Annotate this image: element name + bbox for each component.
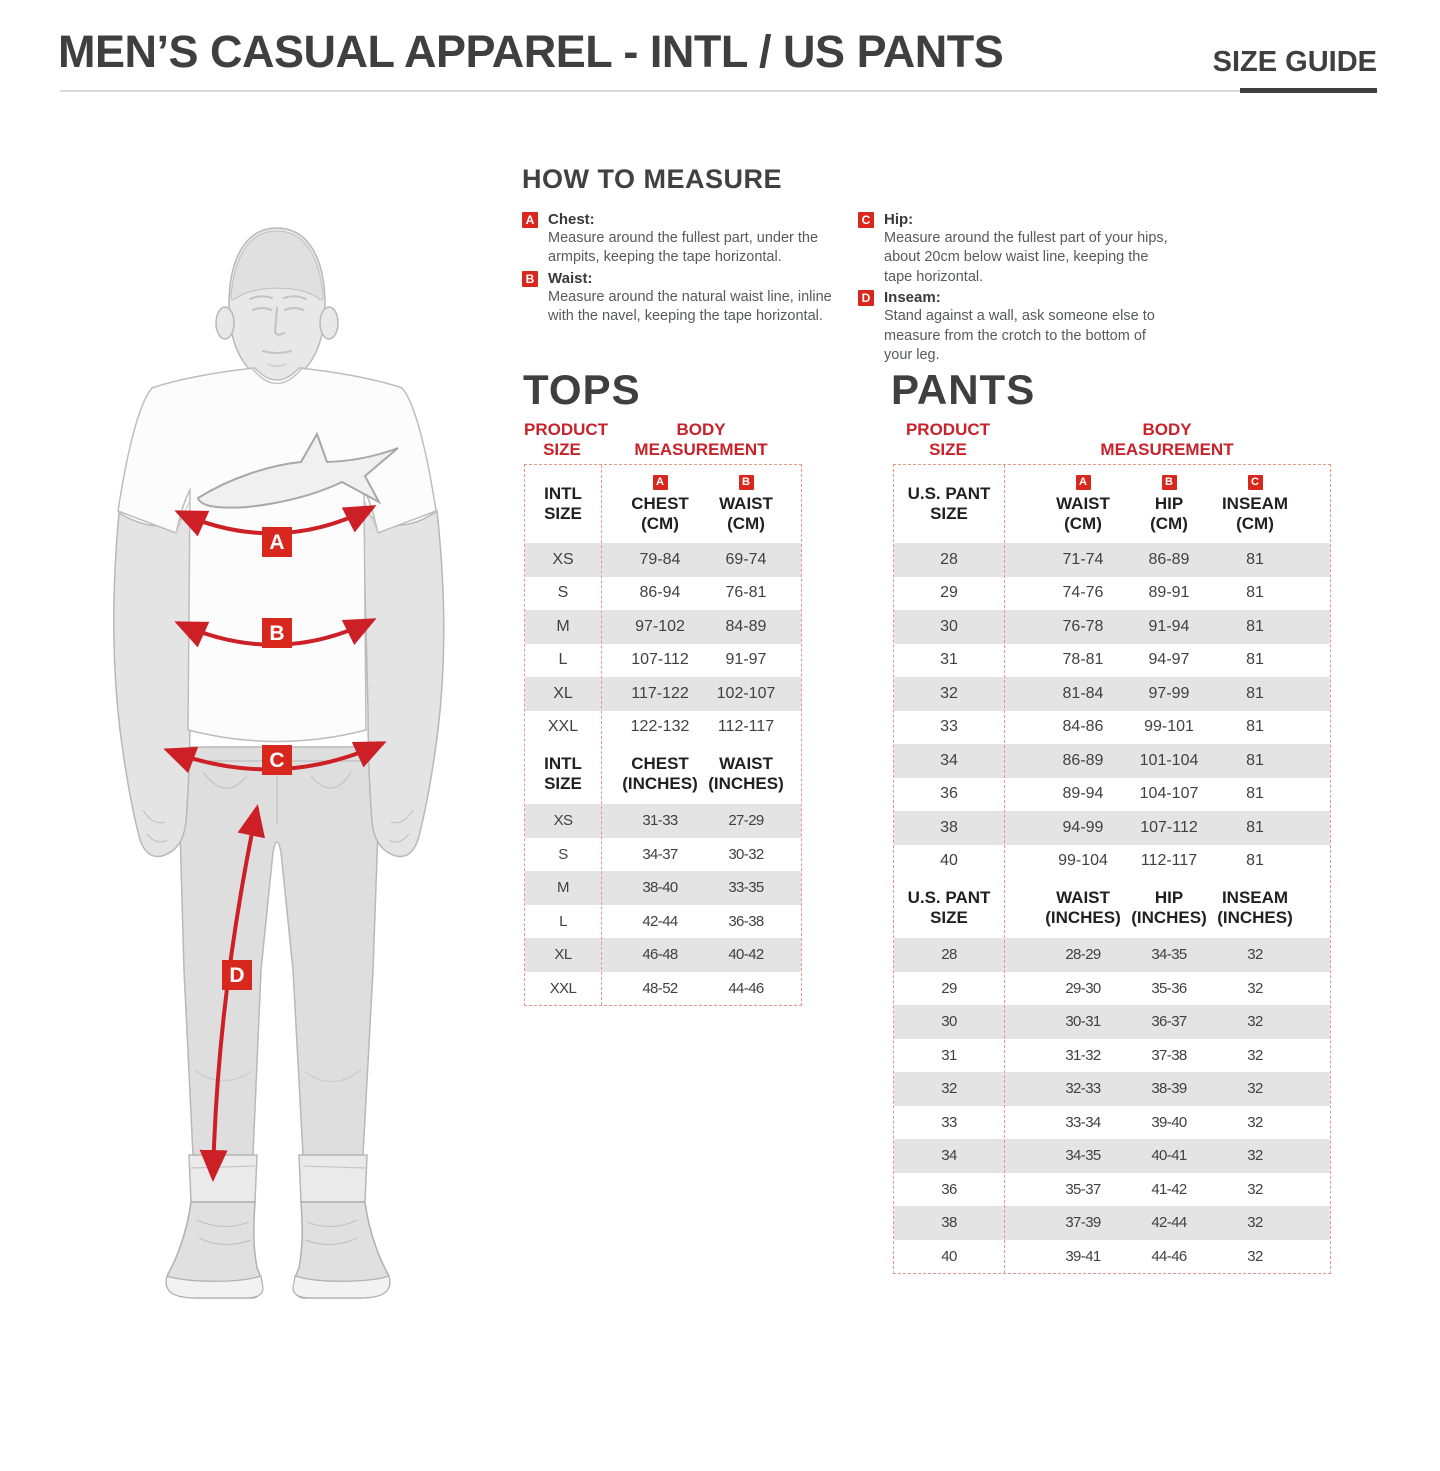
value-cell: 39-40 [1151, 1113, 1187, 1131]
measure-item-name: Chest: [548, 211, 595, 228]
value-cell: 81 [1246, 785, 1264, 803]
measurement-header-group [601, 754, 801, 793]
size-cell: 31 [940, 651, 958, 669]
waist-letter-badge: A [1076, 475, 1091, 490]
value-cell: 81 [1246, 550, 1264, 568]
value-cell: 34-37 [642, 845, 678, 863]
measurement-cells [601, 913, 801, 930]
size-cell: 36 [941, 1180, 957, 1198]
tops-table-pre-header [524, 420, 802, 464]
product-size-label: PRODUCT SIZE [905, 420, 991, 459]
table-header-row [894, 465, 1330, 543]
size-cell: XXL [547, 718, 579, 736]
value-cell: 32 [1247, 1180, 1263, 1198]
size-cell: M [557, 879, 569, 897]
column-header-name: CHEST [631, 493, 689, 513]
value-cell: 31-33 [642, 812, 678, 830]
hip-letter-badge: B [1162, 475, 1177, 490]
table-row [525, 905, 801, 939]
how-to-measure-col-right [858, 211, 1170, 368]
value-cell: 102-107 [716, 684, 776, 702]
size-cell: 38 [941, 1214, 957, 1232]
measurement-cells [601, 718, 801, 736]
value-cell: 81 [1246, 718, 1264, 736]
table-row [894, 938, 1330, 972]
table-row [525, 610, 801, 644]
value-cell: 37-39 [1065, 1214, 1101, 1232]
value-cell: 36-38 [728, 912, 764, 930]
value-cell: 107-112 [631, 651, 689, 669]
table-row [894, 1139, 1330, 1173]
value-cell: 74-76 [1062, 584, 1104, 602]
value-cell: 91-97 [725, 651, 767, 669]
measurement-cells [601, 618, 801, 636]
size-cell: 32 [940, 684, 958, 702]
measurement-cells [1004, 584, 1330, 602]
measurement-cells [1004, 752, 1330, 770]
measurement-cells [1004, 685, 1330, 703]
measurement-cells [601, 879, 801, 896]
value-cell: 38-39 [1151, 1080, 1187, 1098]
measurement-cells [1004, 551, 1330, 569]
waist-letter-badge: B [522, 271, 538, 287]
table-row [894, 778, 1330, 812]
svg-text:B: B [269, 622, 285, 645]
value-cell: 34-35 [1065, 1147, 1101, 1165]
value-cell: 69-74 [725, 550, 767, 568]
measurement-cells [1004, 1181, 1330, 1198]
value-cell: 99-101 [1144, 718, 1194, 736]
table-row [525, 577, 801, 611]
table-row [525, 871, 801, 905]
measurement-cells [601, 685, 801, 703]
measurement-cells [1004, 946, 1330, 963]
value-cell: 37-38 [1151, 1046, 1187, 1064]
value-cell: 117-122 [631, 684, 689, 702]
size-column-header: U.S. PANT SIZE [907, 484, 991, 523]
size-column-header: INTL SIZE [544, 484, 582, 523]
value-cell: 81-84 [1062, 684, 1104, 702]
value-cell: 97-102 [635, 617, 685, 635]
value-cell: 81 [1246, 852, 1264, 870]
header-divider [60, 90, 1240, 92]
chest-letter-badge: A [522, 212, 538, 228]
column-header-name: WAIST [1056, 493, 1110, 513]
size-guide-label: SIZE GUIDE [1212, 46, 1377, 78]
size-column-header: INTL SIZE [544, 754, 582, 793]
size-cell: S [557, 584, 569, 602]
value-cell: 35-36 [1151, 979, 1187, 997]
measure-item-name: Hip: [884, 211, 914, 228]
measurement-cells [601, 812, 801, 829]
value-cell: 42-44 [642, 912, 678, 930]
value-cell: 32 [1247, 1013, 1263, 1031]
size-cell: 30 [941, 1013, 957, 1031]
measurement-cells [601, 846, 801, 863]
table-row [525, 938, 801, 972]
measurement-cells [1004, 819, 1330, 837]
value-cell: 79-84 [639, 550, 681, 568]
body-measurement-label: BODY MEASUREMENT [634, 420, 768, 459]
size-cell: 34 [941, 1147, 957, 1165]
value-cell: 35-37 [1065, 1180, 1101, 1198]
size-cell: 29 [941, 979, 957, 997]
measurement-cells [1004, 852, 1330, 870]
column-header [1212, 888, 1298, 927]
table-row [525, 972, 801, 1006]
value-cell: 36-37 [1151, 1013, 1187, 1031]
table-header-row [894, 878, 1330, 938]
svg-text:A: A [269, 531, 285, 554]
column-header [1040, 888, 1126, 927]
table-row [894, 811, 1330, 845]
column-header-name: INSEAM [1221, 888, 1289, 908]
value-cell: 86-89 [1062, 751, 1104, 769]
value-cell: 32 [1247, 1214, 1263, 1232]
hip-letter-badge: C [858, 212, 874, 228]
value-cell: 97-99 [1148, 684, 1190, 702]
column-header-unit: (CM) [727, 513, 765, 533]
measure-item-description: Stand against a wall, ask someone else to measure from the crotch to the bottom of your leg. [884, 308, 1155, 364]
measurement-cells [601, 551, 801, 569]
measurement-header-group [601, 475, 801, 533]
size-cell: 40 [941, 1247, 957, 1265]
column-header-unit: (INCHES) [1131, 908, 1207, 927]
column-header-unit: (CM) [1236, 513, 1274, 533]
measurement-cells [1004, 1047, 1330, 1064]
column-header [617, 754, 703, 793]
waist-letter-badge: B [739, 475, 754, 490]
size-column-header: U.S. PANT SIZE [907, 888, 991, 927]
table-divider [601, 465, 602, 1005]
value-cell: 104-107 [1139, 785, 1199, 803]
table-row [894, 711, 1330, 745]
size-cell: M [556, 617, 570, 635]
table-row [894, 610, 1330, 644]
mannequin-figure [105, 210, 465, 1300]
value-cell: 101-104 [1139, 751, 1199, 769]
column-header [1126, 475, 1212, 533]
pants-title: PANTS [891, 366, 1036, 413]
column-header-name: CHEST [631, 754, 689, 774]
table-divider [1004, 465, 1005, 1273]
value-cell: 40-42 [728, 946, 764, 964]
label-chest-a [262, 527, 292, 557]
column-header-unit: (INCHES) [622, 774, 698, 793]
value-cell: 30-31 [1065, 1013, 1101, 1031]
mannequin-svg [105, 210, 465, 1300]
table-row [894, 972, 1330, 1006]
inseam-letter-badge: D [858, 290, 874, 306]
measure-item-name: Inseam: [884, 289, 941, 307]
size-cell: 33 [940, 718, 958, 736]
measurement-cells [1004, 1114, 1330, 1131]
measurement-cells [1004, 618, 1330, 636]
value-cell: 94-99 [1062, 818, 1104, 836]
value-cell: 40-41 [1151, 1147, 1187, 1165]
measure-item-inseam [858, 289, 1170, 365]
value-cell: 78-81 [1062, 651, 1104, 669]
table-row [894, 577, 1330, 611]
table-header-row [525, 744, 801, 804]
table-row [525, 711, 801, 745]
size-cell: 28 [940, 550, 958, 568]
value-cell: 81 [1246, 751, 1264, 769]
inseam-letter-badge: C [1248, 475, 1263, 490]
size-cell: 34 [940, 751, 958, 769]
pants-table-pre-header [893, 420, 1331, 464]
column-header-name: WAIST [719, 493, 773, 513]
measure-item-description: Measure around the natural waist line, inline with the navel, keeping the tape horizontal. [548, 288, 832, 325]
value-cell: 29-30 [1065, 979, 1101, 997]
value-cell: 30-32 [728, 845, 764, 863]
column-header-unit: (INCHES) [1045, 908, 1121, 927]
table-row [894, 1005, 1330, 1039]
measurement-cells [1004, 1080, 1330, 1097]
measurement-cells [1004, 1248, 1330, 1265]
column-header [617, 475, 703, 533]
value-cell: 84-89 [725, 617, 767, 635]
value-cell: 27-29 [728, 812, 764, 830]
size-cell: 36 [940, 785, 958, 803]
value-cell: 32 [1247, 1247, 1263, 1265]
figure-cuffs [189, 1155, 367, 1202]
value-cell: 31-32 [1065, 1046, 1101, 1064]
measurement-cells [1004, 718, 1330, 736]
label-waist-b [262, 618, 292, 648]
page-title: MEN’S CASUAL APPAREL - INTL / US PANTS [58, 26, 1004, 77]
figure-pants [180, 747, 378, 1155]
column-header-unit: (INCHES) [708, 774, 784, 793]
table-row [894, 1072, 1330, 1106]
table-row [894, 1173, 1330, 1207]
measurement-cells [1004, 651, 1330, 669]
pants-table-grid [893, 464, 1331, 1274]
body-measurement-label: BODY MEASUREMENT [1100, 420, 1234, 459]
measurement-header-group [1004, 888, 1330, 927]
size-cell: S [558, 845, 568, 863]
measurement-cells [601, 584, 801, 602]
table-row [525, 543, 801, 577]
chest-letter-badge: A [653, 475, 668, 490]
value-cell: 46-48 [642, 946, 678, 964]
value-cell: 86-94 [639, 584, 681, 602]
size-cell: L [558, 651, 568, 669]
value-cell: 81 [1246, 584, 1264, 602]
table-row [525, 804, 801, 838]
measurement-cells [1004, 980, 1330, 997]
value-cell: 32 [1247, 1113, 1263, 1131]
table-row [894, 845, 1330, 879]
value-cell: 32 [1247, 1046, 1263, 1064]
measurement-cells [601, 651, 801, 669]
value-cell: 112-117 [1140, 852, 1198, 870]
value-cell: 32 [1247, 1080, 1263, 1098]
size-cell: 32 [941, 1080, 957, 1098]
value-cell: 32 [1247, 946, 1263, 964]
value-cell: 32-33 [1065, 1080, 1101, 1098]
label-inseam-d [222, 960, 252, 990]
column-header-unit: (CM) [1064, 513, 1102, 533]
measurement-cells [1004, 785, 1330, 803]
table-row [894, 744, 1330, 778]
value-cell: 32 [1247, 979, 1263, 997]
value-cell: 48-52 [642, 979, 678, 997]
column-header-unit: (CM) [641, 513, 679, 533]
column-header-name: HIP [1154, 493, 1184, 513]
table-row [894, 1106, 1330, 1140]
tops-size-table [524, 420, 802, 1006]
measurement-cells [1004, 1147, 1330, 1164]
measure-item-waist [522, 270, 834, 327]
table-row [894, 677, 1330, 711]
value-cell: 81 [1246, 651, 1264, 669]
size-cell: 38 [940, 818, 958, 836]
measurement-cells [1004, 1013, 1330, 1030]
size-cell: 30 [940, 617, 958, 635]
how-to-measure-section [522, 164, 1202, 368]
measurement-cells [601, 946, 801, 963]
measure-item-hip [858, 211, 1170, 287]
value-cell: 33-35 [728, 879, 764, 897]
column-header-name: WAIST [719, 754, 773, 774]
svg-text:D: D [229, 964, 245, 987]
value-cell: 94-97 [1148, 651, 1190, 669]
header-divider-accent [1240, 88, 1377, 93]
table-row [894, 1206, 1330, 1240]
table-header-row [525, 465, 801, 543]
column-header [1126, 888, 1212, 927]
figure-shoes [166, 1202, 390, 1298]
size-cell: XXL [549, 979, 577, 997]
value-cell: 32 [1247, 1147, 1263, 1165]
table-row [894, 543, 1330, 577]
column-header-name: WAIST [1056, 888, 1110, 908]
value-cell: 84-86 [1062, 718, 1104, 736]
value-cell: 38-40 [642, 879, 678, 897]
column-header-unit: (INCHES) [1217, 908, 1293, 927]
how-to-measure-col-left [522, 211, 834, 368]
value-cell: 28-29 [1065, 946, 1101, 964]
column-header [1212, 475, 1298, 533]
size-cell: XL [554, 946, 572, 964]
value-cell: 86-89 [1148, 550, 1190, 568]
size-cell: 28 [941, 946, 957, 964]
value-cell: 99-104 [1058, 852, 1108, 870]
how-to-measure-title: HOW TO MEASURE [522, 164, 783, 194]
value-cell: 76-81 [725, 584, 767, 602]
table-row [894, 1240, 1330, 1274]
size-cell: 40 [940, 852, 958, 870]
column-header-unit: (CM) [1150, 513, 1188, 533]
value-cell: 76-78 [1062, 617, 1104, 635]
column-header-name: HIP [1154, 888, 1184, 908]
size-cell: XS [553, 812, 573, 830]
value-cell: 112-117 [717, 718, 775, 736]
value-cell: 81 [1246, 684, 1264, 702]
value-cell: 91-94 [1148, 617, 1190, 635]
value-cell: 122-132 [630, 718, 690, 736]
table-row [525, 677, 801, 711]
value-cell: 81 [1246, 818, 1264, 836]
table-row [525, 838, 801, 872]
label-hip-c [262, 745, 292, 775]
column-header [703, 754, 789, 793]
product-size-label: PRODUCT SIZE [524, 420, 609, 459]
size-cell: XL [553, 684, 573, 702]
value-cell: 71-74 [1062, 550, 1104, 568]
value-cell: 89-91 [1148, 584, 1190, 602]
column-header [703, 475, 789, 533]
measure-item-description: Measure around the fullest part, under the armpits, keeping the tape horizontal. [548, 230, 819, 266]
measure-item-description: Measure around the fullest part of your hips, about 20cm below waist line, keeping the tape horizontal. [884, 230, 1168, 285]
table-row [525, 644, 801, 678]
value-cell: 89-94 [1062, 785, 1104, 803]
pants-size-table [893, 420, 1331, 1274]
size-cell: XS [552, 550, 574, 568]
value-cell: 44-46 [1151, 1247, 1187, 1265]
value-cell: 44-46 [728, 979, 764, 997]
measure-item-chest [522, 211, 834, 268]
table-row [894, 644, 1330, 678]
value-cell: 34-35 [1151, 946, 1187, 964]
value-cell: 107-112 [1140, 818, 1198, 836]
measurement-cells [601, 980, 801, 997]
column-header [1040, 475, 1126, 533]
size-cell: 33 [941, 1113, 957, 1131]
value-cell: 42-44 [1151, 1214, 1187, 1232]
value-cell: 41-42 [1151, 1180, 1187, 1198]
measurement-header-group [1004, 475, 1330, 533]
tops-table-grid [524, 464, 802, 1006]
svg-text:C: C [269, 749, 285, 772]
column-header-name: INSEAM [1221, 493, 1289, 513]
value-cell: 33-34 [1065, 1113, 1101, 1131]
measure-item-name: Waist: [548, 269, 593, 287]
table-row [894, 1039, 1330, 1073]
size-cell: 31 [941, 1046, 957, 1064]
tops-title: TOPS [523, 366, 641, 413]
size-cell: L [559, 912, 567, 930]
value-cell: 81 [1246, 617, 1264, 635]
measurement-cells [1004, 1214, 1330, 1231]
value-cell: 39-41 [1065, 1247, 1101, 1265]
size-cell: 29 [940, 584, 958, 602]
